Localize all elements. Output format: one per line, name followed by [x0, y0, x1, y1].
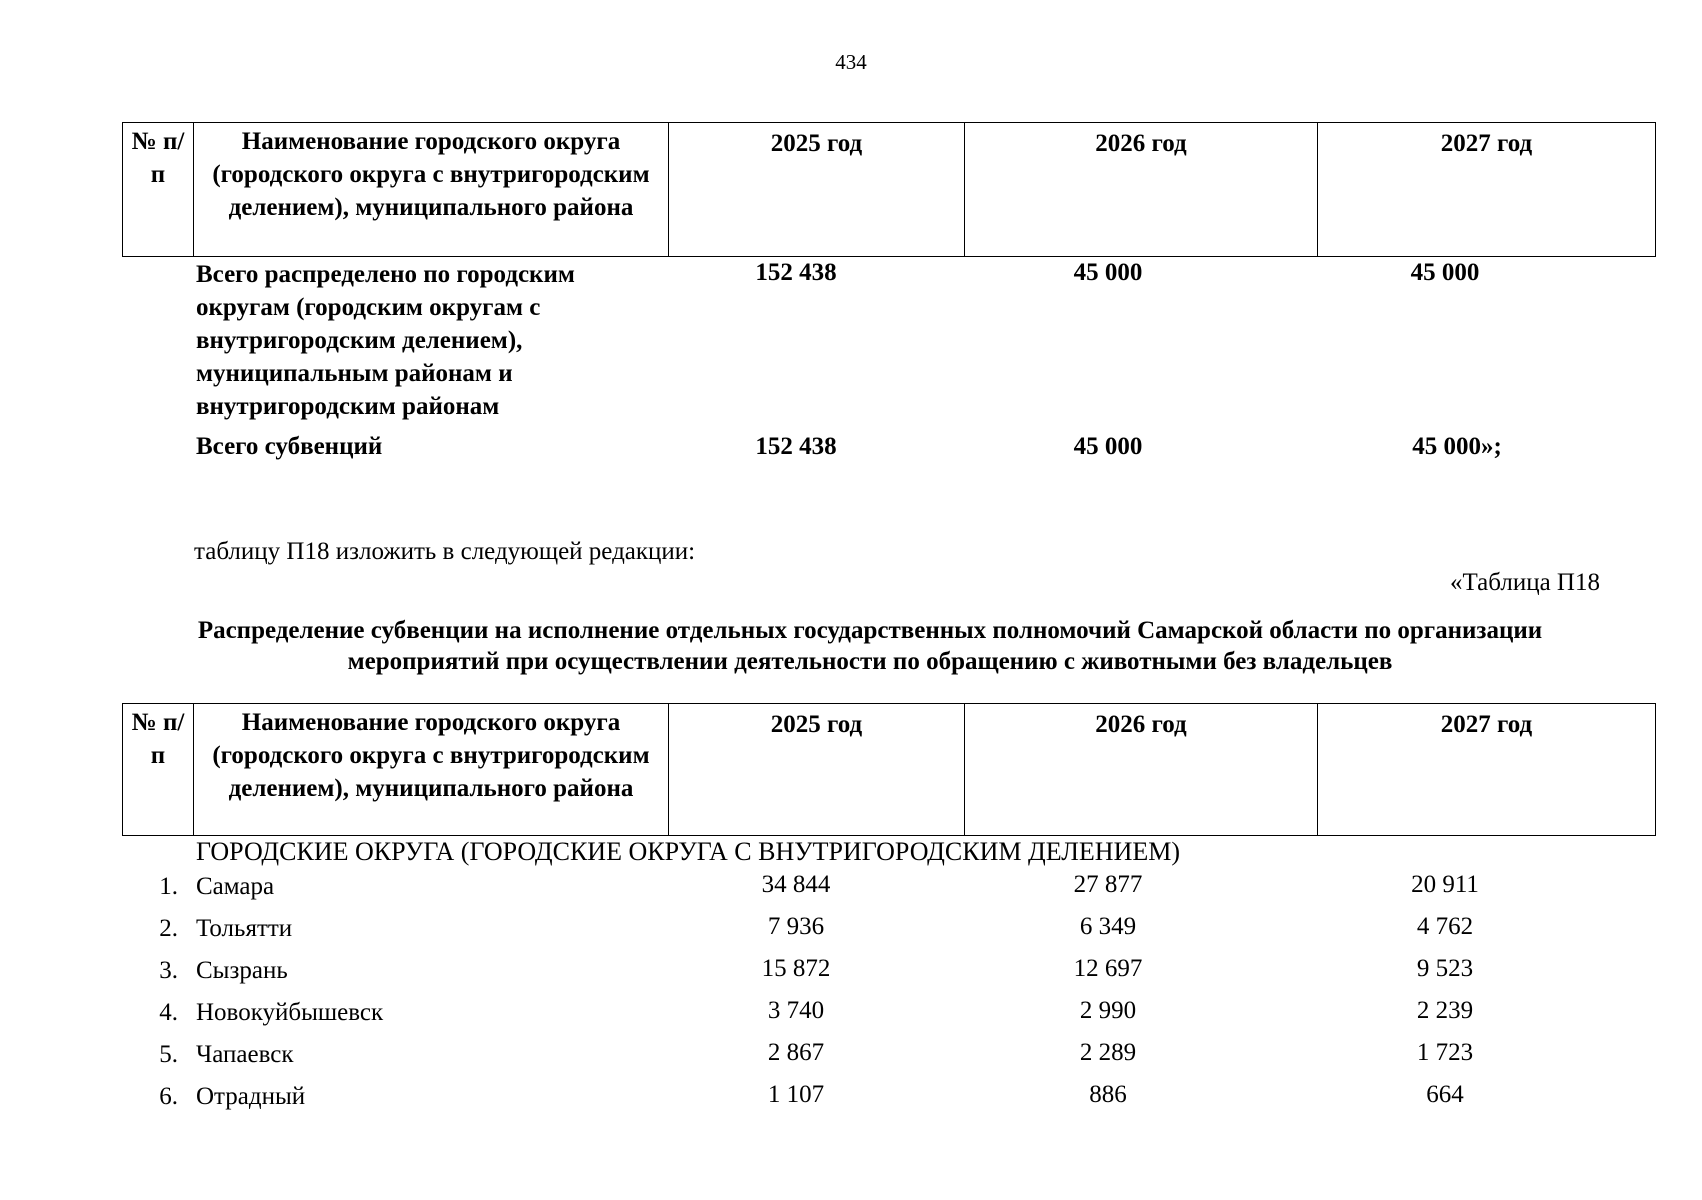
row-value-2026: 2 990 [1079, 997, 1137, 1024]
row-name: Тольятти [196, 915, 293, 942]
section-title: ГОРОДСКИЕ ОКРУГА (ГОРОДСКИЕ ОКРУГА С ВНУТРИГОРОДСКИМ ДЕЛЕНИЕМ) [196, 837, 1181, 866]
row-value-2027: 20 911 [1411, 871, 1479, 898]
header-year-2027: 2027 год [1318, 123, 1656, 257]
row-value-2026: 27 877 [1073, 871, 1143, 898]
total-subventions-label: Всего субвенций [196, 433, 383, 460]
row-value-2026: 6 349 [1079, 913, 1137, 940]
row-value-2026: 12 697 [1073, 955, 1143, 982]
page-number: 434 [835, 50, 867, 74]
row-number: 3. [159, 957, 178, 984]
header-num-col: № п/п [123, 704, 194, 836]
table-label: «Таблица П18 [1450, 569, 1600, 596]
row-number: 2. [159, 915, 178, 942]
header-num-col: № п/п [123, 123, 194, 257]
header-year-2026: 2026 год [965, 123, 1318, 257]
row-value-2025: 2 867 [767, 1039, 825, 1066]
row-value-2026: 2 289 [1079, 1039, 1137, 1066]
total-subventions-2025: 152 438 [755, 433, 837, 460]
row-value-2027: 1 723 [1416, 1039, 1474, 1066]
header-year-2026: 2026 год [965, 704, 1318, 836]
header-name-col: Наименование городского округа (городского округа с внутригородским делением), муниципального района [194, 123, 669, 257]
intro-text: таблицу П18 изложить в следующей редакции: [194, 538, 696, 565]
row-name: Чапаевск [196, 1041, 294, 1068]
header-year-2025: 2025 год [669, 704, 965, 836]
row-value-2025: 7 936 [767, 913, 825, 940]
total-distributed-label: Всего распределено по городским округам (городским округам с внутригородским делением), муниципальным районам и внутригородским районам [196, 261, 575, 420]
row-number: 6. [159, 1083, 178, 1110]
row-value-2025: 34 844 [761, 871, 831, 898]
table-title: Распределение субвенции на исполнение отдельных государственных полномочий Самарской области по организации мероприятий при осуществлении деятельности по обращению с животными без владельцев [197, 617, 1543, 675]
row-value-2027: 4 762 [1416, 913, 1474, 940]
total-distributed-2025: 152 438 [755, 259, 837, 286]
table-header-top [122, 122, 1656, 257]
row-number: 4. [159, 999, 178, 1026]
row-number: 5. [159, 1041, 178, 1068]
row-value-2027: 2 239 [1416, 997, 1474, 1024]
header-name-col: Наименование городского округа (городского округа с внутригородским делением), муниципального района [194, 704, 669, 836]
row-value-2025: 3 740 [767, 997, 825, 1024]
row-name: Сызрань [196, 957, 288, 984]
header-year-2025: 2025 год [669, 123, 965, 257]
row-number: 1. [159, 873, 178, 900]
row-value-2026: 886 [1089, 1081, 1127, 1108]
row-value-2025: 1 107 [767, 1081, 825, 1108]
row-name: Отрадный [196, 1083, 306, 1110]
row-name: Новокуйбышевск [196, 999, 384, 1026]
total-subventions-2027: 45 000»; [1412, 433, 1502, 460]
row-value-2027: 9 523 [1416, 955, 1474, 982]
total-subventions-2026: 45 000 [1073, 433, 1143, 460]
table-header-p18 [122, 703, 1656, 836]
total-distributed-2026: 45 000 [1073, 259, 1143, 286]
total-distributed-2027: 45 000 [1410, 259, 1480, 286]
row-value-2027: 664 [1426, 1081, 1464, 1108]
row-value-2025: 15 872 [761, 955, 831, 982]
header-year-2027: 2027 год [1318, 704, 1656, 836]
row-name: Самара [196, 873, 275, 900]
